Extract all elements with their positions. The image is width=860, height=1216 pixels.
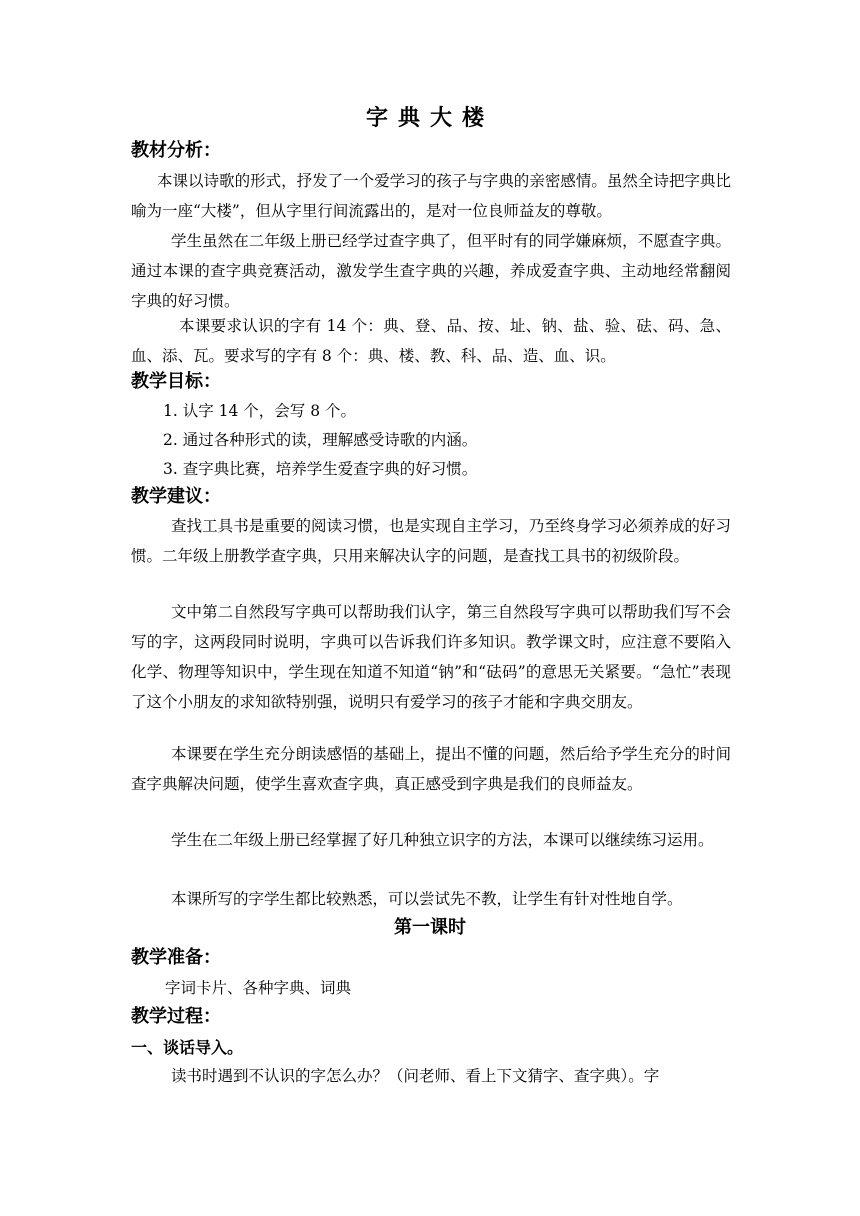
section-heading-goals: 教学目标：	[131, 371, 221, 392]
preparation-text: 字词卡片、各种字典、词典	[165, 979, 352, 997]
page-title: 字典大楼	[365, 105, 494, 131]
section-heading-preparation: 教学准备：	[131, 947, 221, 968]
section-heading-suggestions: 教学建议：	[131, 486, 221, 507]
suggestion-paragraph-4: 学生在二年级上册已经掌握了好几种独立识字的方法，本课可以继续练习运用。	[171, 831, 714, 849]
suggestion-paragraph-1: 查找工具书是重要的阅读习惯，也是实现自主学习，乃至终身学习必须养成的好习惯。二年级上册教学查字典，只用来解决认字的问题，是查找工具书的初级阶段。	[131, 517, 731, 565]
analysis-paragraph-2: 学生虽然在二年级上册已经学过查字典了，但平时有的同学嫌麻烦，不愿查字典。通过本课的查字典竞赛活动，激发学生查字典的兴趣，养成爱查字典、主动地经常翻阅字典的好习惯。	[131, 232, 731, 310]
goal-item-2: 2. 通过各种形式的读，理解感受诗歌的内涵。	[163, 431, 478, 449]
section-heading-analysis: 教材分析：	[131, 140, 221, 161]
suggestion-paragraph-3: 本课要在学生充分朗读感悟的基础上，提出不懂的问题，然后给予学生充分的时间查字典解决问题，使学生喜欢查字典，真正感受到字典是我们的良师益友。	[131, 745, 731, 793]
section-heading-process: 教学过程：	[131, 1006, 221, 1027]
process-step-heading: 一、谈话导入。	[131, 1038, 244, 1057]
suggestion-paragraph-2: 文中第二自然段写字典可以帮助我们认字，第三自然段写字典可以帮助我们写不会写的字，这两段同时说明，字典可以告诉我们许多知识。教学课文时，应注意不要陷入化学、物理等知识中，学生现在知道不知道“钠”和“砝码”的意思无关紧要。“急忙”表现了这个小朋友的求知欲特别强，说明只有爱学习的孩子才能和字典交朋友。	[131, 603, 731, 711]
goal-item-3: 3. 查字典比赛，培养学生爱查字典的好习惯。	[163, 460, 478, 478]
analysis-paragraph-3: 本课要求认识的字有 14 个：典、登、品、按、址、钠、盐、验、砝、码、急、血、添、瓦。要求写的字有 8 个：典、楼、教、科、品、造、血、识。	[131, 317, 731, 365]
analysis-paragraph-1: 本课以诗歌的形式，抒发了一个爱学习的孩子与字典的亲密感情。虽然全诗把字典比喻为一座“大楼”，但从字里行间流露出的，是对一位良师益友的尊敬。	[131, 172, 731, 220]
lesson-heading: 第一课时	[394, 917, 466, 938]
suggestion-paragraph-5: 本课所写的字学生都比较熟悉，可以尝试先不教，让学生有针对性地自学。	[171, 890, 683, 908]
goal-item-1: 1. 认字 14 个，会写 8 个。	[163, 402, 357, 420]
process-step-text: 读书时遇到不认识的字怎么办？（问老师、看上下文猜字、查字典）。字	[171, 1067, 660, 1085]
